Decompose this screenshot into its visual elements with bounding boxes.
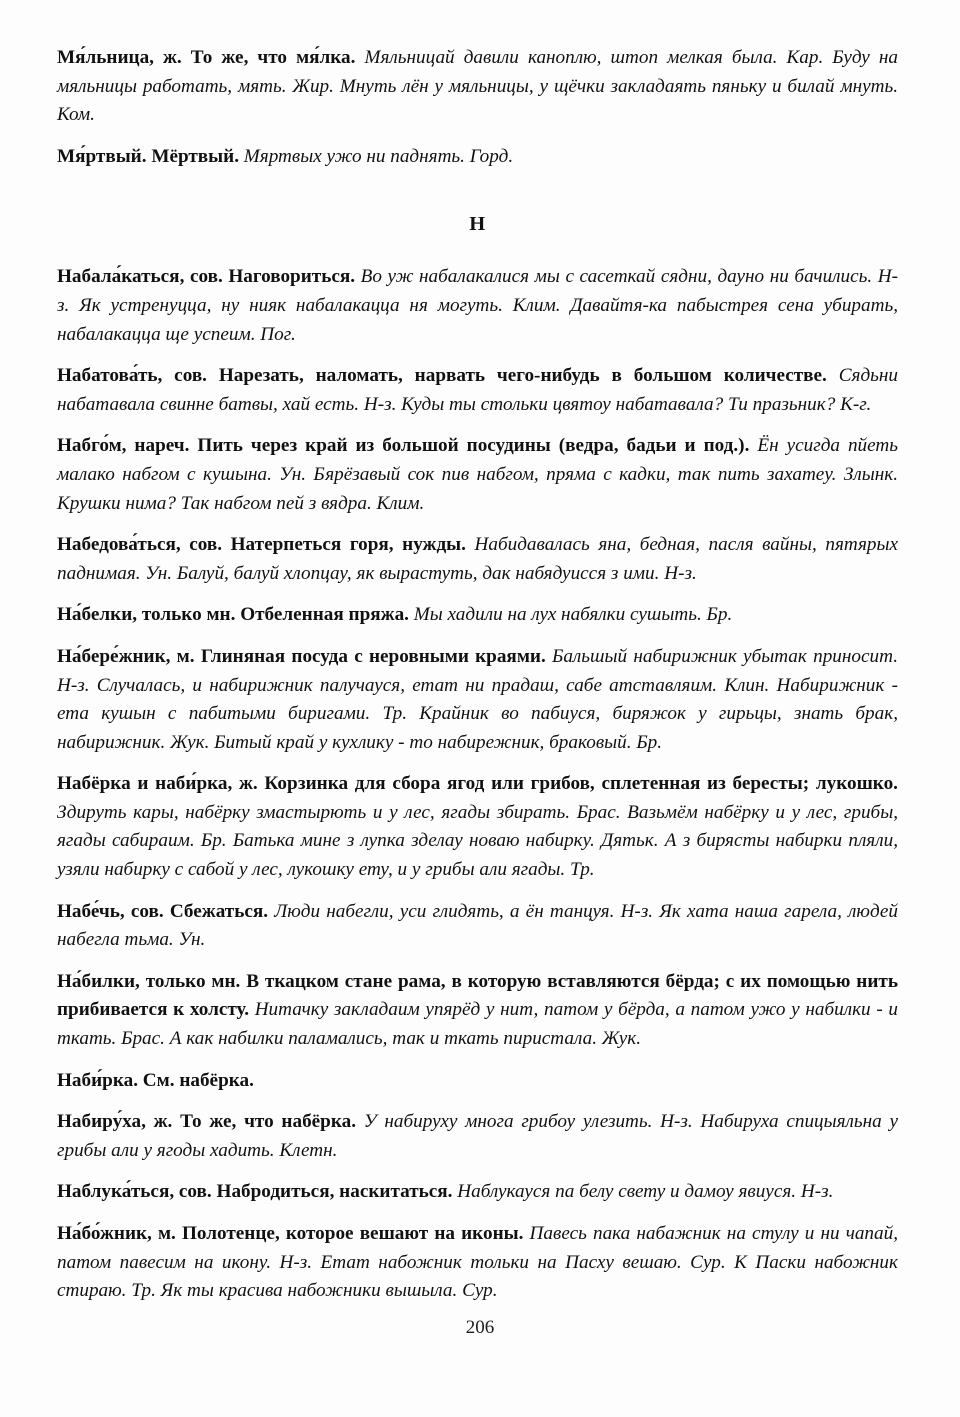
entry-examples: Набидавалась яна, бедная, пасля вайны, пятярых паднимая. Ун. Балуй, балуй хлопцау, як вырастуть, дак набядуисся з ими. Н-з. [57,534,898,584]
dictionary-entry [57,263,898,349]
entry-gloss: То же, что мя́лка. [190,47,356,68]
entry-headword: Набиру́ха, ж. [57,1111,173,1133]
dictionary-entry [57,1178,898,1207]
entry-headword: Набго́м, нареч. [57,435,190,457]
entry-examples: Во уж набалакалися мы с сасеткай сядни, дауно ни бачились. Н-з. Як устренуцца, ну нияк набалакацца ня могуть. Клим. Давайтя-ка пабыстрея сена убирать, набалакацца ще успеим. Пог. [57,266,899,345]
dictionary-entry [57,643,898,757]
entry-gloss: Натерпеться горя, нужды. [230,534,466,556]
entry-headword: Мя́льница, ж. [57,47,182,68]
entry-examples: Сядьни набатавала свинне батвы, хай есть. Н-з. Куды ты стольки цвятоу набатавала? Ти празьник? К-г. [57,365,899,415]
entry-headword: На́билки, только мн. [57,970,241,992]
entry-headword: Наблука́ться, сов. [57,1181,212,1203]
entry-examples: Мяльницай давили каноплю, штоп мелкая была. Кар. Буду на мяльницы работать, мять. Жир. Мнуть лён у мяльницы, у щёчки закладаять пяньку и билай мнуть. Ком. [57,47,898,126]
entry-examples: Мы хадили на лух набялки сушыть. Бр. [413,604,733,626]
dictionary-entry [57,531,898,588]
entry-gloss: Мёртвый. [151,145,239,167]
entry-examples: Здируть кары, набёрку змастырють и у лес, ягады збирать. Брас. Вазьмём набёрку и у лес, грибы, ягады сабираим. Бр. Батька мине з лупка зделау новаю набирку. Дятьк. А з бирясты набирки пляли, узяли набирку с сабой у лес, лукошку ету, и у грибы али ягады. Тр. [57,801,898,881]
entry-gloss: То же, что набёрка. [180,1111,357,1133]
entry-headword: Набёрка и наби́рка, ж. [57,773,258,795]
entry-examples: Наблукауся па белу свету и дамоу явиуся. Н-з. [457,1181,834,1203]
entry-gloss: Наговориться. [228,266,356,288]
entry-gloss: Пить через край из большой посудины (ведра, бадьи и под.). [197,435,750,457]
entry-headword: Набе́чь, сов. [57,900,164,922]
entry-headword: Набедова́ться, сов. [57,534,223,556]
entry-headword: На́бо́жник, м. [57,1223,176,1244]
entry-headword: Наби́рка. [57,1069,138,1091]
dictionary-entry-crossref [57,1067,898,1096]
entry-headword: Мя́ртвый. [57,145,147,167]
entry-headword: Набала́каться, сов. [57,266,223,288]
entry-headword: На́бере́жник, м. [57,645,195,667]
entry-examples: Люди набегли, уси глидять, а ён танцуя. Н-з. Як хата наша гарела, людей набегла тьма. Ун. [57,900,898,951]
entry-crossref-target: См. набёрка. [142,1069,254,1091]
dictionary-entry [57,898,898,955]
dictionary-entry [57,44,898,130]
entry-gloss: Глиняная посуда с неровными краями. [200,645,546,667]
entry-gloss: Отбеленная пряжа. [240,604,409,626]
entry-gloss: Полотенце, которое вешают на иконы. [182,1223,524,1244]
entry-headword: Набатова́ть, сов. [57,365,207,387]
entry-gloss: Нарезать, наломать, нарвать чего-нибудь в большом количестве. [218,365,827,387]
entry-headword: На́белки, только мн. [57,604,236,626]
entry-examples: У набируху многа грибоу улезить. Н-з. Набируха спицыяльна у грибы али у ягоды хадить. Клетн. [57,1111,899,1161]
entry-examples: Ён усигда пйеть малако набгом с кушына. Ун. Бярёзавый сок пив набгом, пряма с кадки, так пить захатеу. Злынк. Крушки нима? Так набгом пей з вядра. Клим. [57,435,899,514]
text-column [57,44,898,1306]
entry-gloss: В ткацком стане рама, в которую вставляются бёрда; с их помощью нить прибивается к холсту. [57,970,898,1021]
section-letter-heading: Н [469,213,486,236]
dictionary-entry [57,1220,898,1306]
dictionary-entry [57,432,898,518]
entry-gloss: Сбежаться. [169,900,269,922]
entry-gloss: Набродиться, наскитаться. [216,1181,453,1203]
dictionary-entry [57,1108,898,1165]
dictionary-entry [57,143,898,172]
entry-examples: Павесь пака набажник на стулу и ни чапай, патом павесим на икону. Н-з. Етат набожник тольки на Пасху вешаю. Сур. К Паски набожник стираю. Тр. Як ты красива набожники вышыла. Сур. [57,1223,899,1302]
dictionary-entry [57,770,898,884]
page-number: 206 [465,1317,495,1338]
dictionary-entry [57,601,898,630]
entry-examples: Мяртвых ужо ни паднять. Горд. [243,145,514,167]
entry-examples: Бальшый набирижник убытак приносит. Н-з. Случалась, и набирижник палучауся, етат ни прадаш, сабе атставляим. Клин. Набирижник - ета кушын с пабитыми биригами. Тр. Крайник во пабиуся, биряжок у гирьцы, знать брак, набирижник. Жук. Битый край у кухлику - то набирежник, браковый. Бр. [57,645,899,753]
entry-gloss: Корзинка для сбора ягод или грибов, сплетенная из бересты; лукошко. [264,773,898,795]
dictionary-entry [57,968,898,1054]
entry-examples: Нитачку закладаим упярёд у нит, патом у бёрда, а патом ужо у набилки - и ткать. Брас. А как набилки паламались, так и ткать пиристала. Жук. [57,999,899,1050]
dictionary-entry [57,362,898,419]
